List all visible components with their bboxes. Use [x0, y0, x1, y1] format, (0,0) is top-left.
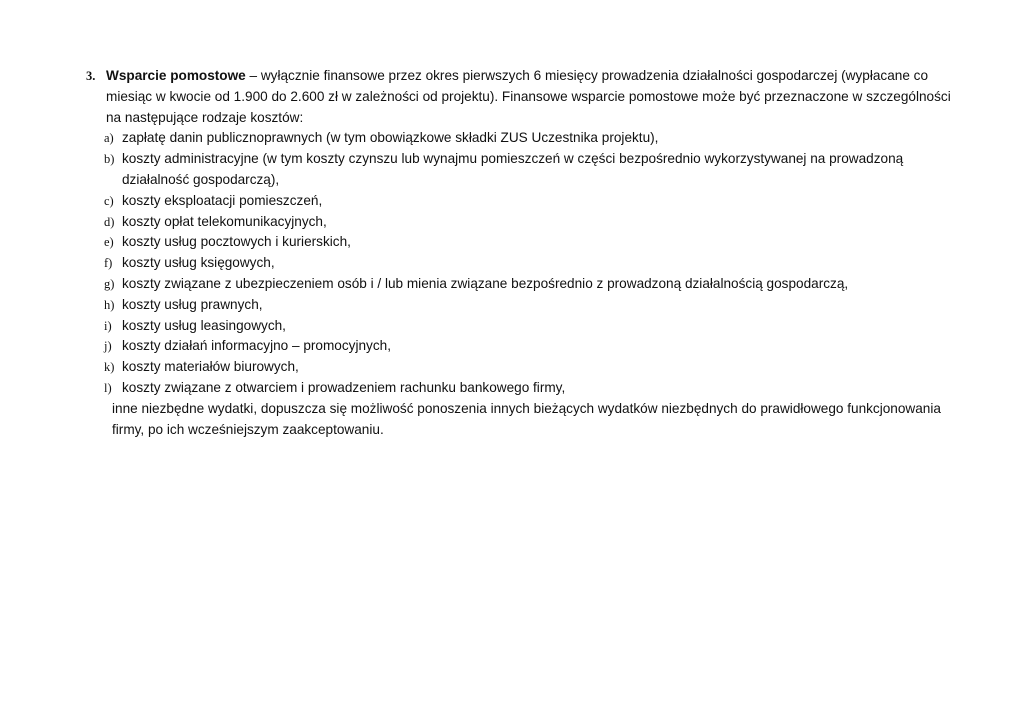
list-item-letter: b) — [104, 152, 115, 167]
list-item-text: koszty opłat telekomunikacyjnych, — [122, 213, 327, 229]
list-item — [86, 212, 966, 233]
list-item — [86, 357, 966, 378]
section-intro: – wyłącznie finansowe przez okres pierwszych 6 miesięcy prowadzenia działalności gospodarczej (wypłacane co miesiąc w kwocie od 1.900 do 2.600 zł w zależności od projektu). Finansowe wsparcie pomostowe może być przeznaczone w szczególności na następujące rodzaje kosztów: — [106, 68, 951, 125]
list-item-text: koszty usług prawnych, — [122, 296, 263, 312]
list-item-text: koszty usług księgowych, — [122, 255, 275, 271]
list-item-text: koszty związane z otwarciem i prowadzeniem rachunku bankowego firmy, — [122, 379, 566, 395]
closing-paragraph: inne niezbędne wydatki, dopuszcza się możliwość ponoszenia innych bieżących wydatków niezbędnych do prawidłowego funkcjonowania firmy, po ich wcześniejszym zaakceptowaniu. — [112, 400, 941, 437]
list-item-letter: d) — [104, 214, 115, 229]
list-item — [86, 336, 966, 357]
list-item-text: koszty usług pocztowych i kurierskich, — [122, 234, 351, 250]
section-title: Wsparcie pomostowe — [106, 68, 246, 83]
list-item-text: koszty związane z ubezpieczeniem osób i / lub mienia związane bezpośrednio z prowadzoną działalnością gospodarczą, — [122, 275, 849, 291]
list-item-letter: j) — [104, 339, 112, 354]
list-item — [86, 191, 966, 212]
list-item-letter: l) — [104, 380, 112, 395]
list-item — [86, 316, 966, 337]
list-item-letter: a) — [104, 131, 114, 146]
list-item — [86, 149, 966, 191]
list-item-text: koszty działań informacyjno – promocyjnych, — [122, 338, 391, 354]
list-item-text: koszty administracyjne (w tym koszty czynszu lub wynajmu pomieszczeń w części bezpośrednio wykorzystywanej na prowadzoną działalność gospodarczą), — [122, 151, 904, 187]
list-item — [86, 232, 966, 253]
list-item-letter: e) — [104, 235, 114, 250]
list-item — [86, 295, 966, 316]
list-item-text: koszty eksploatacji pomieszczeń, — [122, 192, 323, 208]
list-item-text: koszty materiałów biurowych, — [122, 359, 299, 375]
list-item-letter: k) — [104, 360, 115, 375]
list-item-letter: i) — [104, 318, 112, 333]
list-item — [86, 378, 966, 399]
list-item — [86, 274, 966, 295]
list-item — [86, 128, 966, 149]
list-item-text: zapłatę danin publicznoprawnych (w tym obowiązkowe składki ZUS Uczestnika projektu), — [122, 130, 659, 146]
list-item-letter: h) — [104, 297, 115, 312]
list-item-letter: c) — [104, 193, 114, 208]
list-item-letter: f) — [104, 256, 113, 271]
section-paragraph — [86, 66, 966, 128]
section-number: 3. — [86, 69, 96, 83]
cost-list — [86, 128, 966, 398]
list-item-letter: g) — [104, 276, 115, 291]
list-item-text: koszty usług leasingowych, — [122, 317, 286, 333]
document-body — [86, 66, 966, 440]
list-item — [86, 253, 966, 274]
